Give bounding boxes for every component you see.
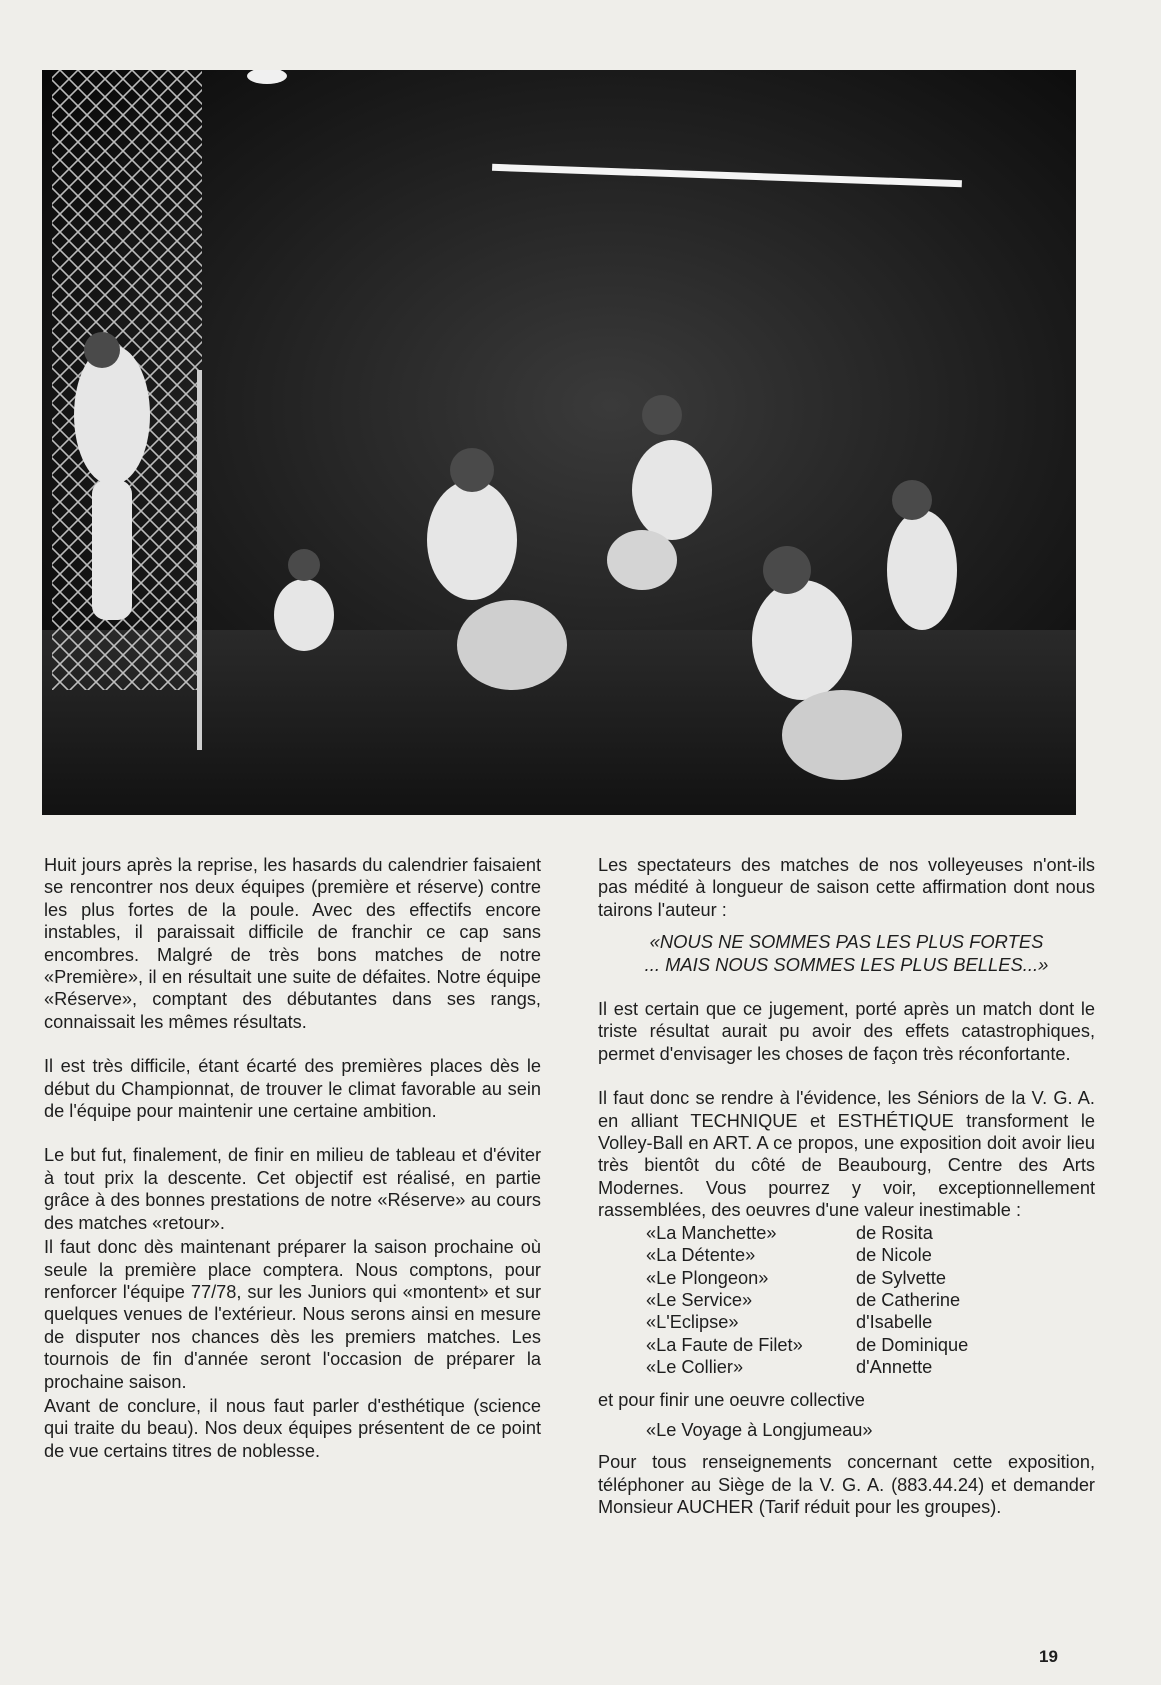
intro-paragraph: Les spectateurs des matches de nos volleyeuses n'ont-ils pas médité à longueur de saison cette affirmation dont nous tairons l'auteur : bbox=[598, 855, 1095, 920]
judgement-paragraph: Il est certain que ce jugement, porté après un match dont le triste résultat aurait pu avoir des effets catastrophiques, permet d'envisager les choses de façon très réconfortante. bbox=[598, 999, 1095, 1064]
left-column bbox=[44, 854, 541, 1484]
works-list bbox=[598, 1222, 968, 1379]
net-post bbox=[197, 370, 202, 750]
exhibition-paragraph: Il faut donc se rendre à l'évidence, les Séniors de la V. G. A. en alliant TECHNIQUE et ESTHÉTIQUE transforment le Volley-Ball en ART. A ce propos, une exposition doit avoir lieu très bientôt du côté de Beaubourg, Centre des Arts Modernes. Vous pourrez y voir, exceptionnellement rassemblées, des oeuvres d'une valeur inestimable : bbox=[598, 1088, 1095, 1221]
work-title: «Le Collier» bbox=[646, 1357, 744, 1378]
work-author: de Sylvette bbox=[856, 1267, 946, 1288]
list-item bbox=[598, 1334, 968, 1356]
work-title: «La Faute de Filet» bbox=[646, 1334, 803, 1355]
collective-title: «Le Voyage à Longjumeau» bbox=[646, 1419, 873, 1440]
work-author: de Dominique bbox=[856, 1334, 969, 1355]
work-author: de Nicole bbox=[856, 1245, 932, 1266]
work-title: «Le Plongeon» bbox=[646, 1267, 769, 1288]
list-item bbox=[598, 1222, 968, 1244]
list-item bbox=[598, 1311, 968, 1333]
quote-line-2: ... MAIS NOUS SOMMES LES PLUS BELLES...» bbox=[644, 953, 1049, 975]
work-title: «Le Service» bbox=[646, 1289, 753, 1310]
list-item bbox=[598, 1289, 968, 1311]
work-title: «L'Eclipse» bbox=[646, 1312, 739, 1333]
page-number: 19 bbox=[1039, 1647, 1058, 1666]
left-paragraph-2: Il est très difficile, étant écarté des premières places dès le début du Championnat, de trouver le climat favorable au sein de l'équipe pour maintenir une certaine ambition. bbox=[44, 1056, 541, 1122]
list-item bbox=[598, 1267, 968, 1289]
volleyball-match-photo bbox=[42, 70, 1076, 815]
left-paragraph-4: Il faut donc dès maintenant préparer la saison prochaine où seule la première place comptera. Nous comptons, pour renforcer l'équipe 77/78, sur les Juniors qui «montent» et sur quelques venues de l'extérieur. Nous serons ainsi en mesure de disputer nos chances dès les premiers matches. Les tournois de fin d'année seront l'occasion de préparer la prochaine saison. bbox=[44, 1237, 541, 1392]
left-paragraph-3: Le but fut, finalement, de finir en milieu de tableau et d'éviter à tout prix la descente. Cet objectif est réalisé, en partie grâce à des bonnes prestations de notre «Réserve» au cours des matches «retour». bbox=[44, 1145, 541, 1233]
work-title: «La Détente» bbox=[646, 1245, 756, 1266]
work-author: d'Isabelle bbox=[856, 1312, 933, 1333]
quote-line-1: «NOUS NE SOMMES PAS LES PLUS FORTES bbox=[649, 931, 1044, 953]
work-author: d'Annette bbox=[856, 1357, 933, 1378]
work-title: «La Manchette» bbox=[646, 1222, 777, 1243]
right-column bbox=[598, 854, 1095, 1541]
photo-illustration bbox=[42, 70, 1076, 815]
collective-intro: et pour finir une oeuvre collective bbox=[598, 1389, 865, 1410]
work-author: de Catherine bbox=[856, 1289, 961, 1310]
list-item bbox=[598, 1356, 968, 1378]
left-paragraph-5: Avant de conclure, il nous faut parler d'esthétique (science qui traite du beau). Nos deux équipes présentent de ce point de vue certains titres de noblesse. bbox=[44, 1395, 541, 1461]
list-item bbox=[598, 1244, 968, 1266]
pull-quote bbox=[598, 931, 1095, 976]
left-paragraph-1: Huit jours après la reprise, les hasards du calendrier faisaient se rencontrer nos deux équipes (première et réserve) contre les plus fortes de la poule. Avec des effectifs encore instables, il paraissait difficile de franchir ce cap sans encombres. Malgré de très bons matches de notre «Première», il en résultait une suite de défaites. Notre équipe «Réserve», comptant des débutantes dans ses rangs, connaissait les mêmes résultats. bbox=[44, 855, 541, 1032]
work-author: de Rosita bbox=[856, 1222, 933, 1243]
closing-paragraph: Pour tous renseignements concernant cette exposition, téléphoner au Siège de la V. G. A. (883.44.24) et demander Monsieur AUCHER (Tarif réduit pour les groupes). bbox=[598, 1452, 1095, 1518]
